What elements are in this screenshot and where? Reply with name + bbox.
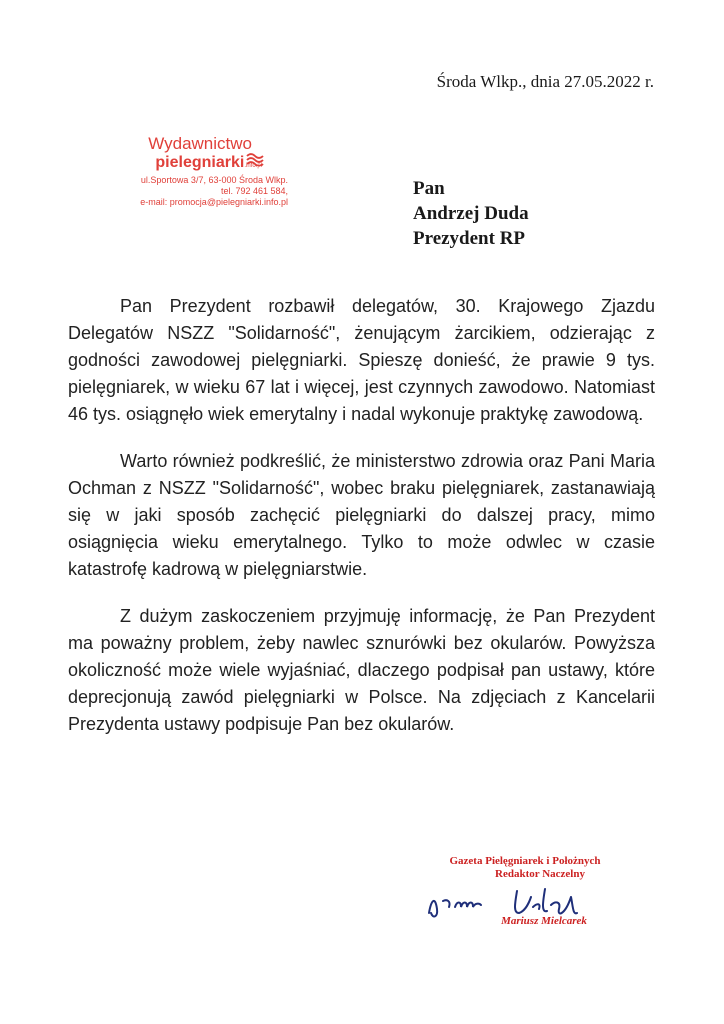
- signature-name: Mariusz Mielcarek: [501, 915, 587, 927]
- recipient-block: [413, 176, 529, 251]
- letter-body: [68, 293, 655, 758]
- publisher-name: Wydawnictwo: [148, 134, 252, 153]
- publisher-phone: tel. 792 461 584,: [220, 186, 288, 196]
- signature-publication: Gazeta Pielęgniarek i Położnych: [449, 855, 601, 867]
- signature-role: Redaktor Naczelny: [495, 868, 585, 880]
- publisher-address: ul.Sportowa 3/7, 63-000 Środa Wlkp.: [140, 175, 288, 185]
- paragraph-1: Pan Prezydent rozbawił delegatów, 30. Krajowego Zjazdu Delegatów NSZZ "Solidarność", żenującym żarcikiem, odzierając z godności zawodowej pielęgniarki. Spieszę donieść, że prawie 9 tys. pielęgniarek, w wieku 67 lat i więcej, jest czynnych zawodowo. Natomiast 46 tys. osiągnęło wiek emerytalny i nadal wykonuje praktykę zawodową.: [68, 296, 655, 424]
- recipient-title: Prezydent RP: [413, 228, 526, 249]
- publisher-email: e-mail: promocja@pielegniarki.info.pl: [140, 197, 288, 207]
- paragraph-2: Warto również podkreślić, że ministerstwo zdrowia oraz Pani Maria Ochman z NSZZ "Solidarność", wobec braku pielęgniarek, zastanawiają się w jaki sposób zachęcić pielęgniarki do dalszej pracy, mimo osiągnięcia wieku emerytalnego. Tylko to może odwlec w czasie katastrofę kadrową w pielęgniarstwie.: [68, 451, 655, 579]
- publisher-stamp: [88, 134, 288, 208]
- publisher-brand-name: pielegniarki: [155, 154, 245, 171]
- letter-date: Środa Wlkp., dnia 27.05.2022 r.: [436, 72, 654, 91]
- signature-stamp: [415, 855, 635, 927]
- recipient-salutation: Pan: [413, 178, 445, 199]
- logo-waves-icon: [246, 152, 264, 166]
- publisher-brand-suffix: .info.pl: [244, 163, 262, 169]
- publisher-brand: [88, 154, 288, 175]
- paragraph-3: Z dużym zaskoczeniem przyjmuję informację, że Pan Prezydent ma poważny problem, żeby nawlec sznurówki bez okularów. Powyższa okoliczność może wiele wyjaśniać, dlaczego podpisał pan ustawy, które deprecjonują zawód pielęgniarki w Polsce. Na zdjęciach z Kancelarii Prezydenta ustawy podpisuje Pan bez okularów.: [68, 606, 655, 734]
- recipient-name: Andrzej Duda: [413, 203, 529, 224]
